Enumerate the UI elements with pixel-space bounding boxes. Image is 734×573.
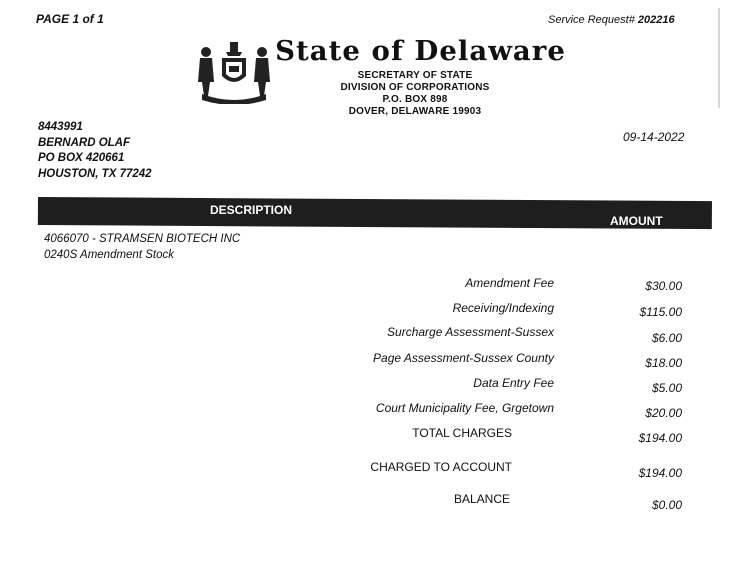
charge-amount: $115.00 xyxy=(639,305,682,319)
agency-line-4: DOVER, DELAWARE 19903 xyxy=(348,106,482,117)
entity-line-2: 0240S Amendment Stock xyxy=(44,249,174,261)
service-request-label: Service Request# xyxy=(548,14,635,26)
page-label: PAGE 1 of 1 xyxy=(36,12,104,26)
charge-amount: $20.00 xyxy=(645,406,682,420)
service-request-number: 202216 xyxy=(637,14,675,26)
scan-edge-mark xyxy=(718,8,720,108)
charge-amount: $30.00 xyxy=(645,279,682,293)
balance-amount: $0.00 xyxy=(651,498,682,512)
agency-line-3: P.O. BOX 898 xyxy=(382,94,448,105)
recipient-city: HOUSTON, TX 77242 xyxy=(38,168,152,180)
charge-amount: $6.00 xyxy=(651,331,682,345)
state-title: State of Delaware xyxy=(275,36,566,67)
description-header: DESCRIPTION xyxy=(210,203,293,217)
agency-line-2: DIVISION OF CORPORATIONS xyxy=(340,82,490,93)
document-date: 09-14-2022 xyxy=(623,130,685,144)
charge-amount: $5.00 xyxy=(651,381,682,395)
charged-to-account-amount: $194.00 xyxy=(638,466,682,480)
recipient-account: 8443991 xyxy=(38,121,83,133)
total-charges-amount: $194.00 xyxy=(638,431,682,445)
agency-line-1: SECRETARY OF STATE xyxy=(357,70,473,81)
charge-label: Receiving/Indexing xyxy=(452,301,554,315)
charge-label: Surcharge Assessment-Sussex xyxy=(387,325,554,339)
charge-label: Amendment Fee xyxy=(465,276,554,290)
charge-label: Data Entry Fee xyxy=(473,376,554,390)
amount-header: AMOUNT xyxy=(610,214,663,228)
recipient-street: PO BOX 420661 xyxy=(38,152,125,164)
recipient-name: BERNARD OLAF xyxy=(38,137,130,149)
charge-label: Page Assessment-Sussex County xyxy=(373,351,554,365)
balance-label: BALANCE xyxy=(453,492,510,506)
entity-line-1: 4066070 - STRAMSEN BIOTECH INC xyxy=(44,233,241,245)
service-request xyxy=(548,14,675,26)
state-seal-icon xyxy=(196,40,272,104)
charged-to-account-label: CHARGED TO ACCOUNT xyxy=(370,460,512,474)
charge-label: Court Municipality Fee, Grgetown xyxy=(375,401,554,415)
charge-amount: $18.00 xyxy=(645,356,682,370)
total-charges-label: TOTAL CHARGES xyxy=(412,426,512,440)
